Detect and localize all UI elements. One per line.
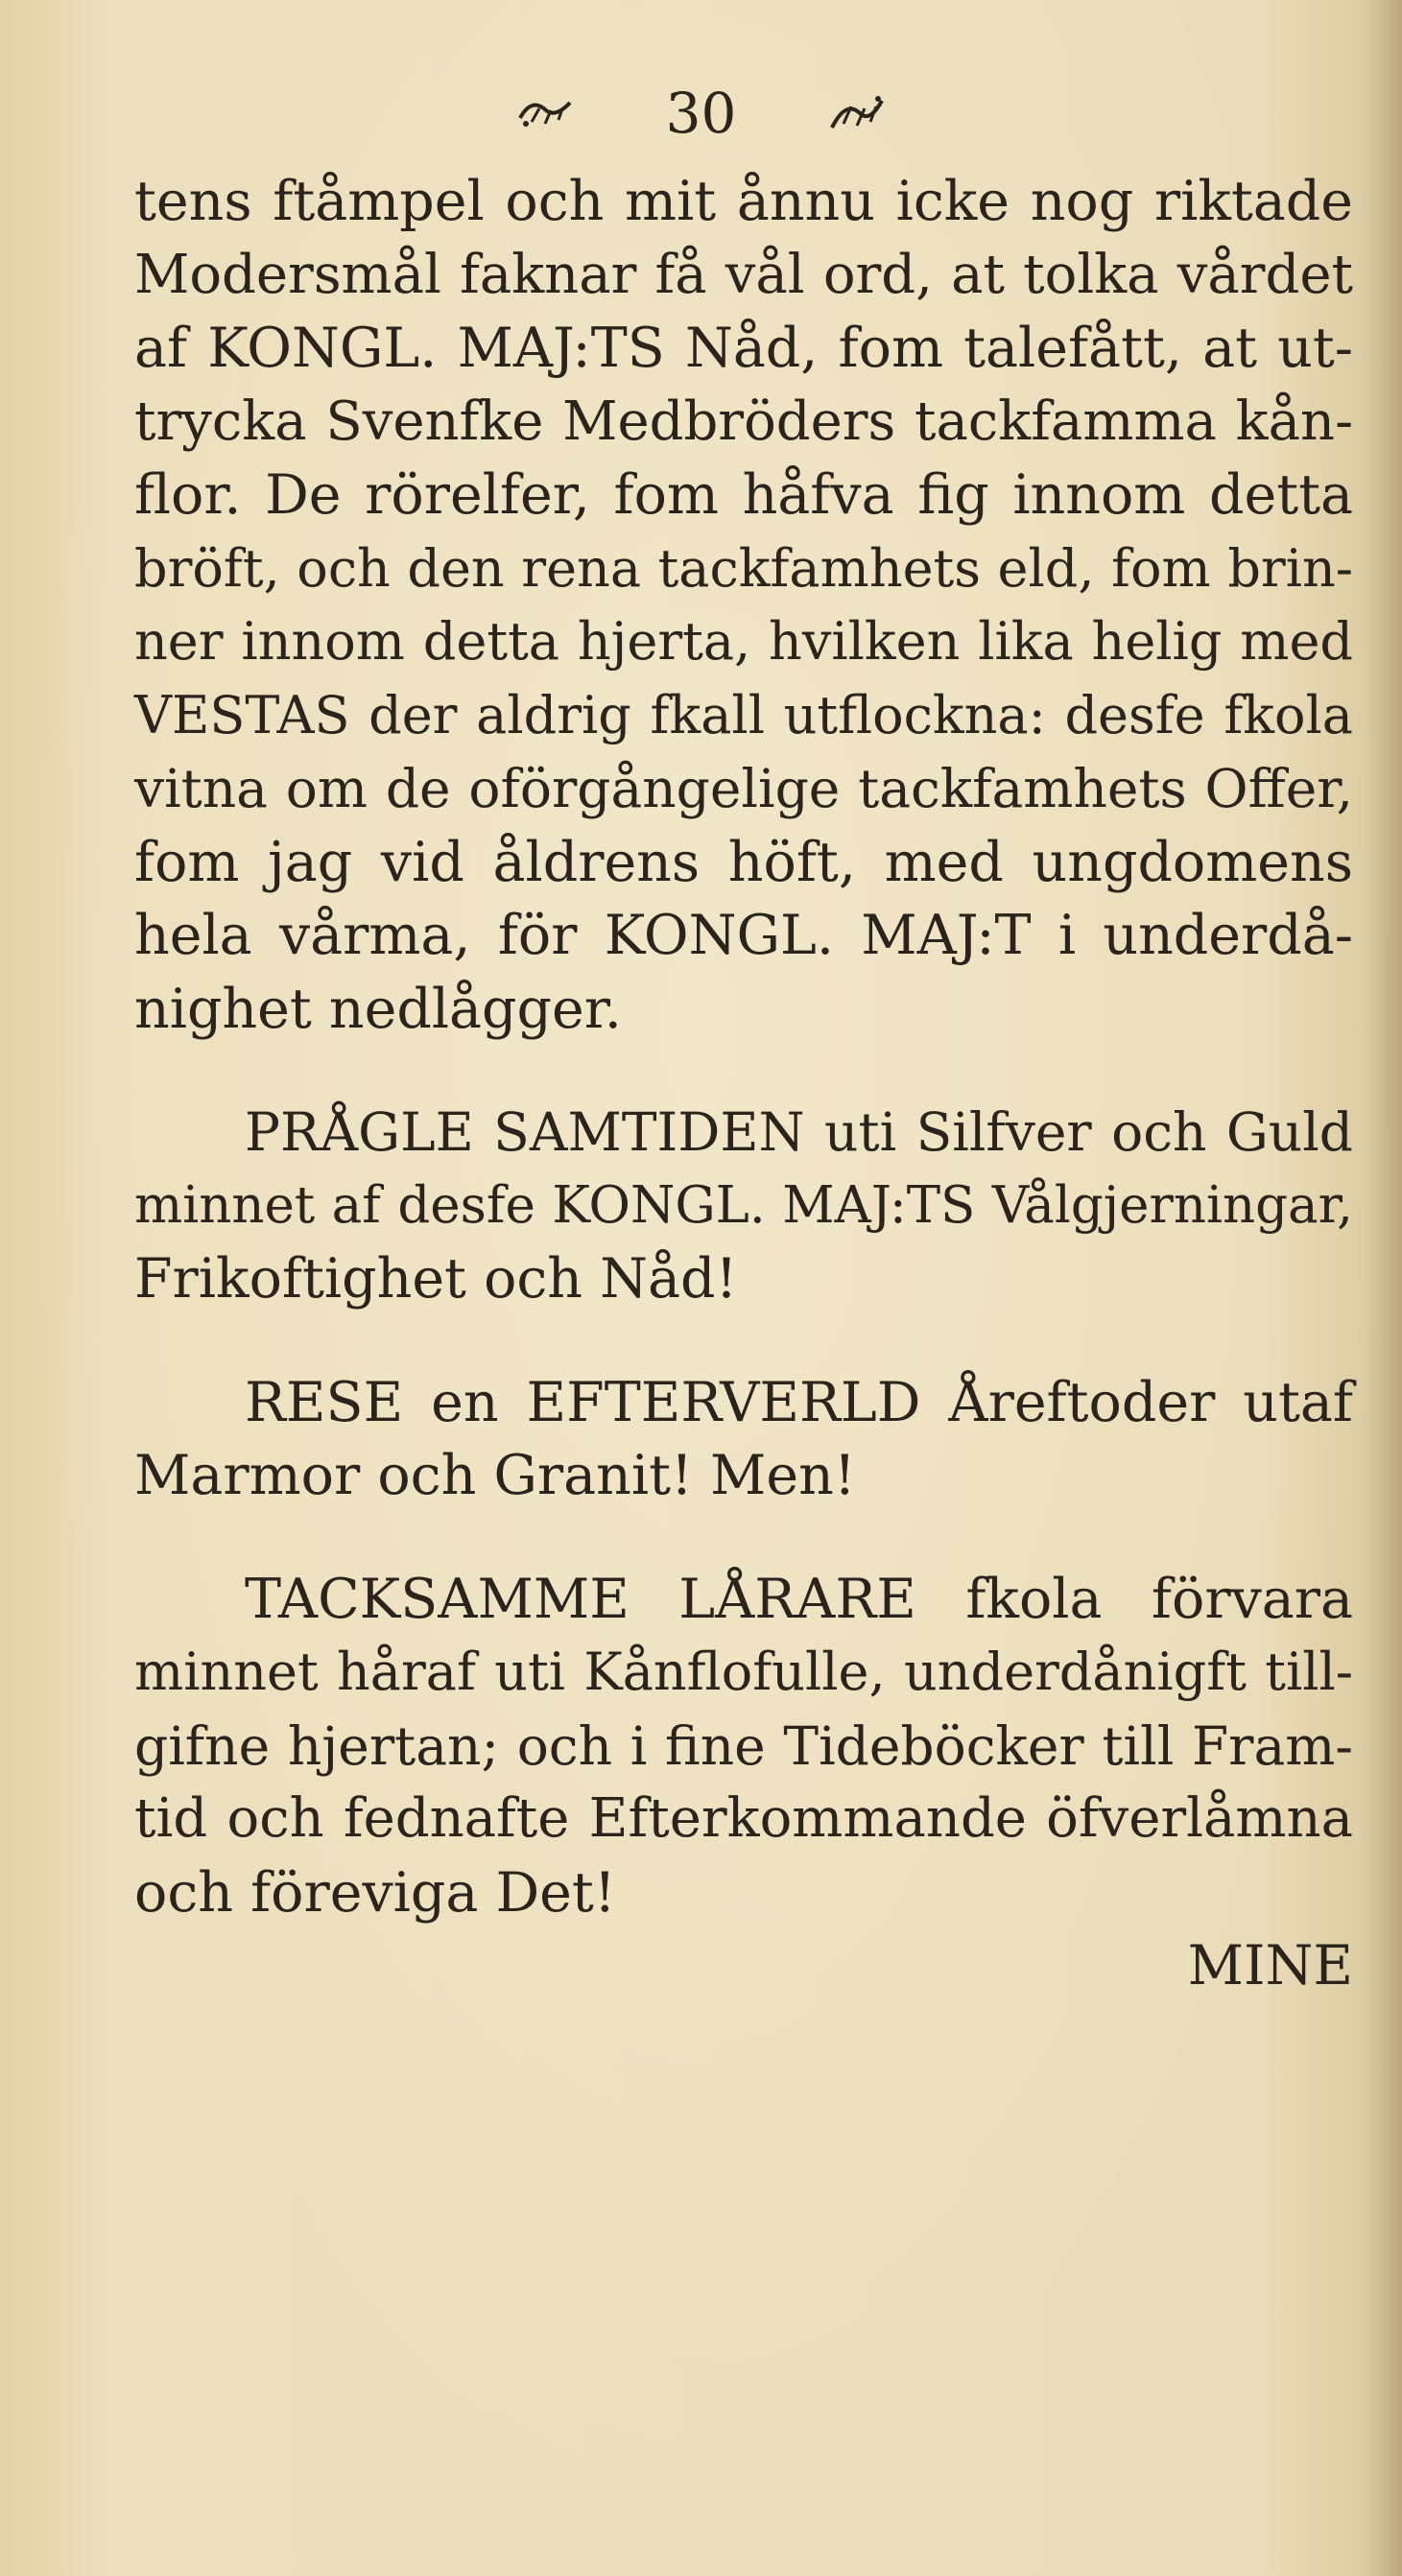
text-line: flor. De rörelfer, fom håfva fig innom detta (134, 463, 1353, 527)
text-line: Modersmål faknar få vål ord, at tolka vårdet (134, 243, 1353, 306)
text-line: minnet håraf uti Kånflofulle, underdånigft till- (134, 1642, 1353, 1702)
text-line: fom jag vid åldrens höft, med ungdomens (134, 830, 1353, 894)
text-line: PRÅGLE SAMTIDEN uti Silfver och Guld (245, 1101, 1353, 1163)
text-line: nighet nedlågger. (134, 977, 622, 1041)
text-line: och föreviga Det! (134, 1860, 616, 1925)
page-header (0, 75, 1402, 152)
text-line: Frikoftighet och Nåd! (134, 1247, 738, 1311)
right-ornament-icon (822, 89, 890, 137)
page-text (134, 165, 1353, 2003)
text-line: af KONGL. MAJ:TS Nåd, fom talefått, at ut- (134, 317, 1353, 380)
page-edge-shadow (1364, 0, 1402, 2576)
page-number: 30 (665, 81, 737, 146)
text-line: VESTAS der aldrig fkall utflockna: desfe fkola (134, 684, 1353, 745)
text-line: tens ftåmpel och mit ånnu icke nog riktade (134, 170, 1353, 233)
text-line: RESE en EFTERVERLD Åreftoder utaf (245, 1370, 1353, 1434)
text-line: bröft, och den rena tackfamhets eld, fom brin- (134, 537, 1353, 599)
text-line: vitna om de oförgångelige tackfamhets Offer, (134, 758, 1353, 819)
catchword: MINE (1187, 1934, 1353, 1997)
text-line: trycka Svenfke Medbröders tackfamma kån- (134, 390, 1353, 453)
left-ornament-icon (512, 89, 580, 137)
text-line: gifne hjertan; och i fine Tideböcker till Fram- (134, 1714, 1353, 1777)
text-line: minnet af desfe KONGL. MAJ:TS Vålgjerningar, (134, 1175, 1353, 1235)
text-line: tid och fednafte Efterkommande öfverlåmna (134, 1787, 1353, 1850)
text-line: ner innom detta hjerta, hvilken lika helig med (134, 611, 1353, 672)
text-line: TACKSAMME LÅRARE fkola förvara (245, 1567, 1353, 1631)
text-line: Marmor och Granit! Men! (134, 1444, 856, 1507)
text-line: hela vårma, för KONGL. MAJ:T i underdå- (134, 904, 1353, 967)
